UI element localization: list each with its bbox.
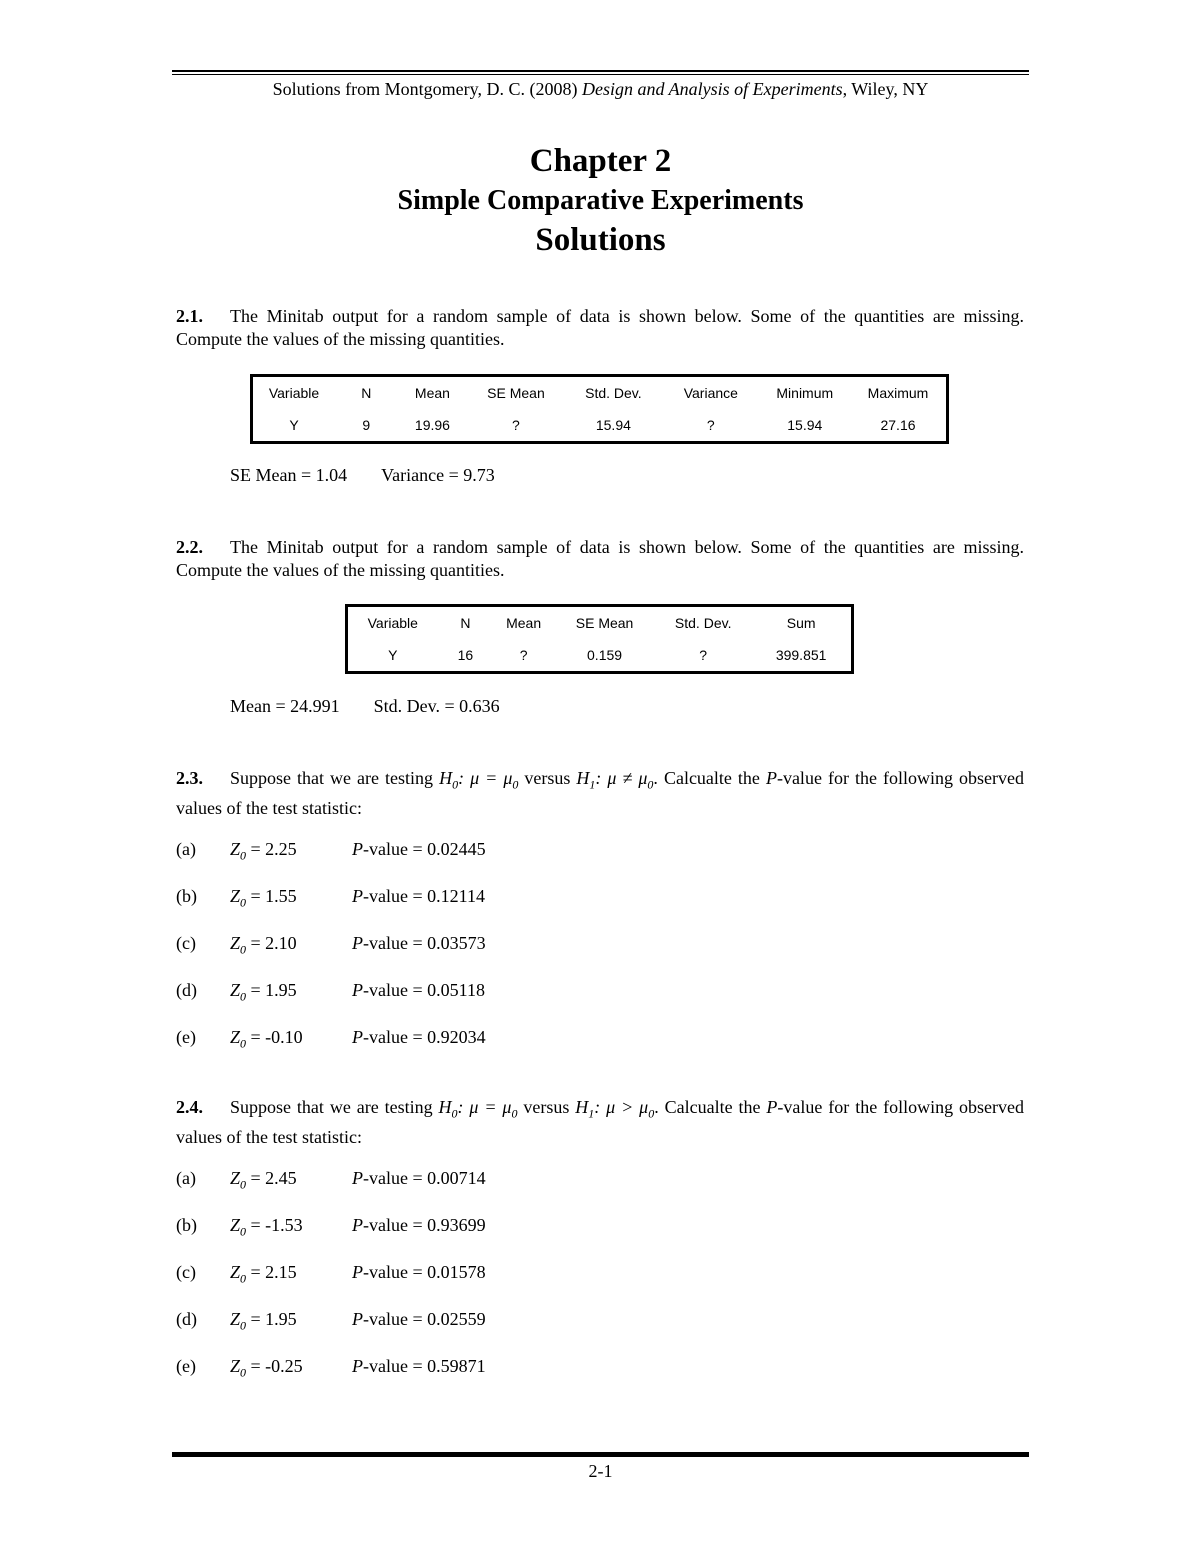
answer-variance: Variance = 9.73 [381,465,495,485]
h1-sub: 1 [589,777,596,792]
footer-rule [172,1452,1029,1457]
table-cell: 15.94 [595,417,631,433]
solutions-heading: Solutions [535,222,666,258]
h1-period: . [653,768,658,788]
item-label: (c) [176,1262,196,1282]
p-letter: P [766,1097,778,1117]
h0-expression-sub: 0 [511,1106,518,1121]
table-cell: Y [289,417,299,433]
item-label: (e) [176,1027,196,1047]
h1-period: . [654,1097,659,1117]
item-label: (c) [176,933,196,953]
chapter-title: Chapter 2 [529,143,672,179]
table-cell: 16 [457,647,474,663]
h1-expression-sub: 0 [647,777,654,792]
problem-2-2-text [176,536,1024,582]
table-header-cell: Std. Dev. [674,615,732,631]
running-header [172,79,1029,100]
item-label: (d) [176,980,197,1000]
item-label: (e) [176,1356,196,1376]
versus-text: versus [517,1097,576,1117]
header-book-title: Design and Analysis of Experiments [581,79,843,99]
problem-statement: The Minitab output for a random sample of data is shown below. Some of the quantities are missing. Compute the values of the missing quantities. [176,306,1024,349]
p-value: P-value = 0.93699 [352,1215,486,1235]
h0-letter: H [438,1097,452,1117]
z-statistic: $Z_0 = -0.10$ [230,1027,303,1051]
h1-expression: : μ ≠ μ [595,768,648,788]
z-statistic: $Z_0 = 2.25$ [230,839,297,863]
table-header-cell: Mean [414,385,450,401]
h0-expression-sub: 0 [512,777,519,792]
table-header-cell: SE Mean [487,385,545,401]
problem-intro: Suppose that we are testing [230,1097,439,1117]
problem-tail-2: -value for the following observed values of the test statistic: [176,1097,1024,1147]
p-value: P-value = 0.00714 [352,1168,486,1188]
item-label: (a) [176,1168,196,1188]
h0-letter: H [439,768,453,788]
problem-number: 2.1. [176,306,203,326]
h1-expression-sub: 0 [648,1106,655,1121]
p-value: P-value = 0.03573 [352,933,486,953]
table-cell: ? [706,417,715,433]
table-header-cell: Variance [683,385,738,401]
item-label: (b) [176,1215,197,1235]
table-header-cell: Minimum [776,385,834,401]
table-cell: 9 [362,417,371,433]
problem-2-3-text [176,767,1024,820]
h0-sub: 0 [452,777,459,792]
p-value: P-value = 0.92034 [352,1027,486,1047]
minitab-table-2-2 [345,604,854,674]
p-value: P-value = 0.59871 [352,1356,486,1376]
table-cell: 0.159 [587,647,623,663]
problem-2-4-text [176,1096,1024,1149]
table-header-row [347,606,853,640]
answer-2-2 [230,696,500,717]
answer-std-dev: Std. Dev. = 0.636 [373,696,500,716]
z-statistic: $Z_0 = 2.10$ [230,933,297,957]
table-cell: ? [519,647,528,663]
problem-tail-2: -value for the following observed values of the test statistic: [176,768,1024,818]
h1-expression: : μ > μ [594,1097,649,1117]
header-rule-thick [172,70,1029,72]
table-header-cell: SE Mean [575,615,634,631]
problem-2-1-text [176,305,1024,351]
problem-tail: Calcualte the [658,1097,767,1117]
problem-tail: Calcualte the [657,768,766,788]
z-statistic: $Z_0 = 1.95$ [230,980,297,1004]
answer-2-1 [230,465,495,486]
problem-number: 2.4. [176,1097,203,1117]
table-cell: 27.16 [880,417,916,433]
table-header-cell: Std. Dev. [585,385,642,401]
answer-mean: Mean = 24.991 [230,696,340,716]
table-cell: ? [699,647,708,663]
answer-se-mean: SE Mean = 1.04 [230,465,348,485]
minitab-table-2-1 [250,374,949,444]
p-value: P-value = 0.02559 [352,1309,486,1329]
h1-sub: 1 [588,1106,595,1121]
h0-expression: : μ = μ [458,768,513,788]
table-header-cell: Mean [506,615,542,631]
table-header-cell: Variable [268,385,320,401]
table-header-cell: N [460,615,471,631]
z-statistic: $Z_0 = 1.55$ [230,886,297,910]
table-cell: 399.851 [775,647,827,663]
table-row [252,409,948,443]
item-label: (a) [176,839,196,859]
versus-text: versus [518,768,577,788]
problem-intro: Suppose that we are testing [230,768,440,788]
z-statistic: $Z_0 = 2.15$ [230,1262,297,1286]
table-header-cell: Sum [786,615,816,631]
page-number: 2-1 [588,1461,613,1481]
z-statistic: $Z_0 = -1.53$ [230,1215,303,1239]
item-label: (b) [176,886,197,906]
header-prefix: Solutions from Montgomery, D. C. (2008) [272,79,582,99]
p-letter: P [765,768,777,788]
table-cell: 19.96 [414,417,450,433]
p-value: P-value = 0.05118 [352,980,485,1000]
problem-statement: The Minitab output for a random sample of data is shown below. Some of the quantities are missing. Compute the values of the missing quantities. [176,537,1024,580]
h0-expression: : μ = μ [457,1097,512,1117]
h1-letter: H [575,1097,589,1117]
p-value: P-value = 0.12114 [352,886,485,906]
z-statistic: $Z_0 = 2.45$ [230,1168,297,1192]
table-header-row [252,376,948,410]
z-statistic: $Z_0 = 1.95$ [230,1309,297,1333]
h1-letter: H [576,768,590,788]
item-label: (d) [176,1309,197,1329]
problem-number: 2.3. [176,768,203,788]
table-header-cell: N [361,385,372,401]
p-value: P-value = 0.02445 [352,839,486,859]
table-header-cell: Maximum [867,385,929,401]
problem-number: 2.2. [176,537,203,557]
z-statistic: $Z_0 = -0.25$ [230,1356,303,1380]
header-rule-thin [172,74,1029,75]
table-cell: Y [388,647,398,663]
p-value: P-value = 0.01578 [352,1262,486,1282]
table-cell: 15.94 [787,417,823,433]
h0-sub: 0 [451,1106,458,1121]
table-cell: ? [512,417,520,433]
header-suffix: , Wiley, NY [842,79,929,99]
table-row [347,639,853,673]
table-header-cell: Variable [367,615,418,631]
chapter-subtitle: Simple Comparative Experiments [397,185,804,216]
